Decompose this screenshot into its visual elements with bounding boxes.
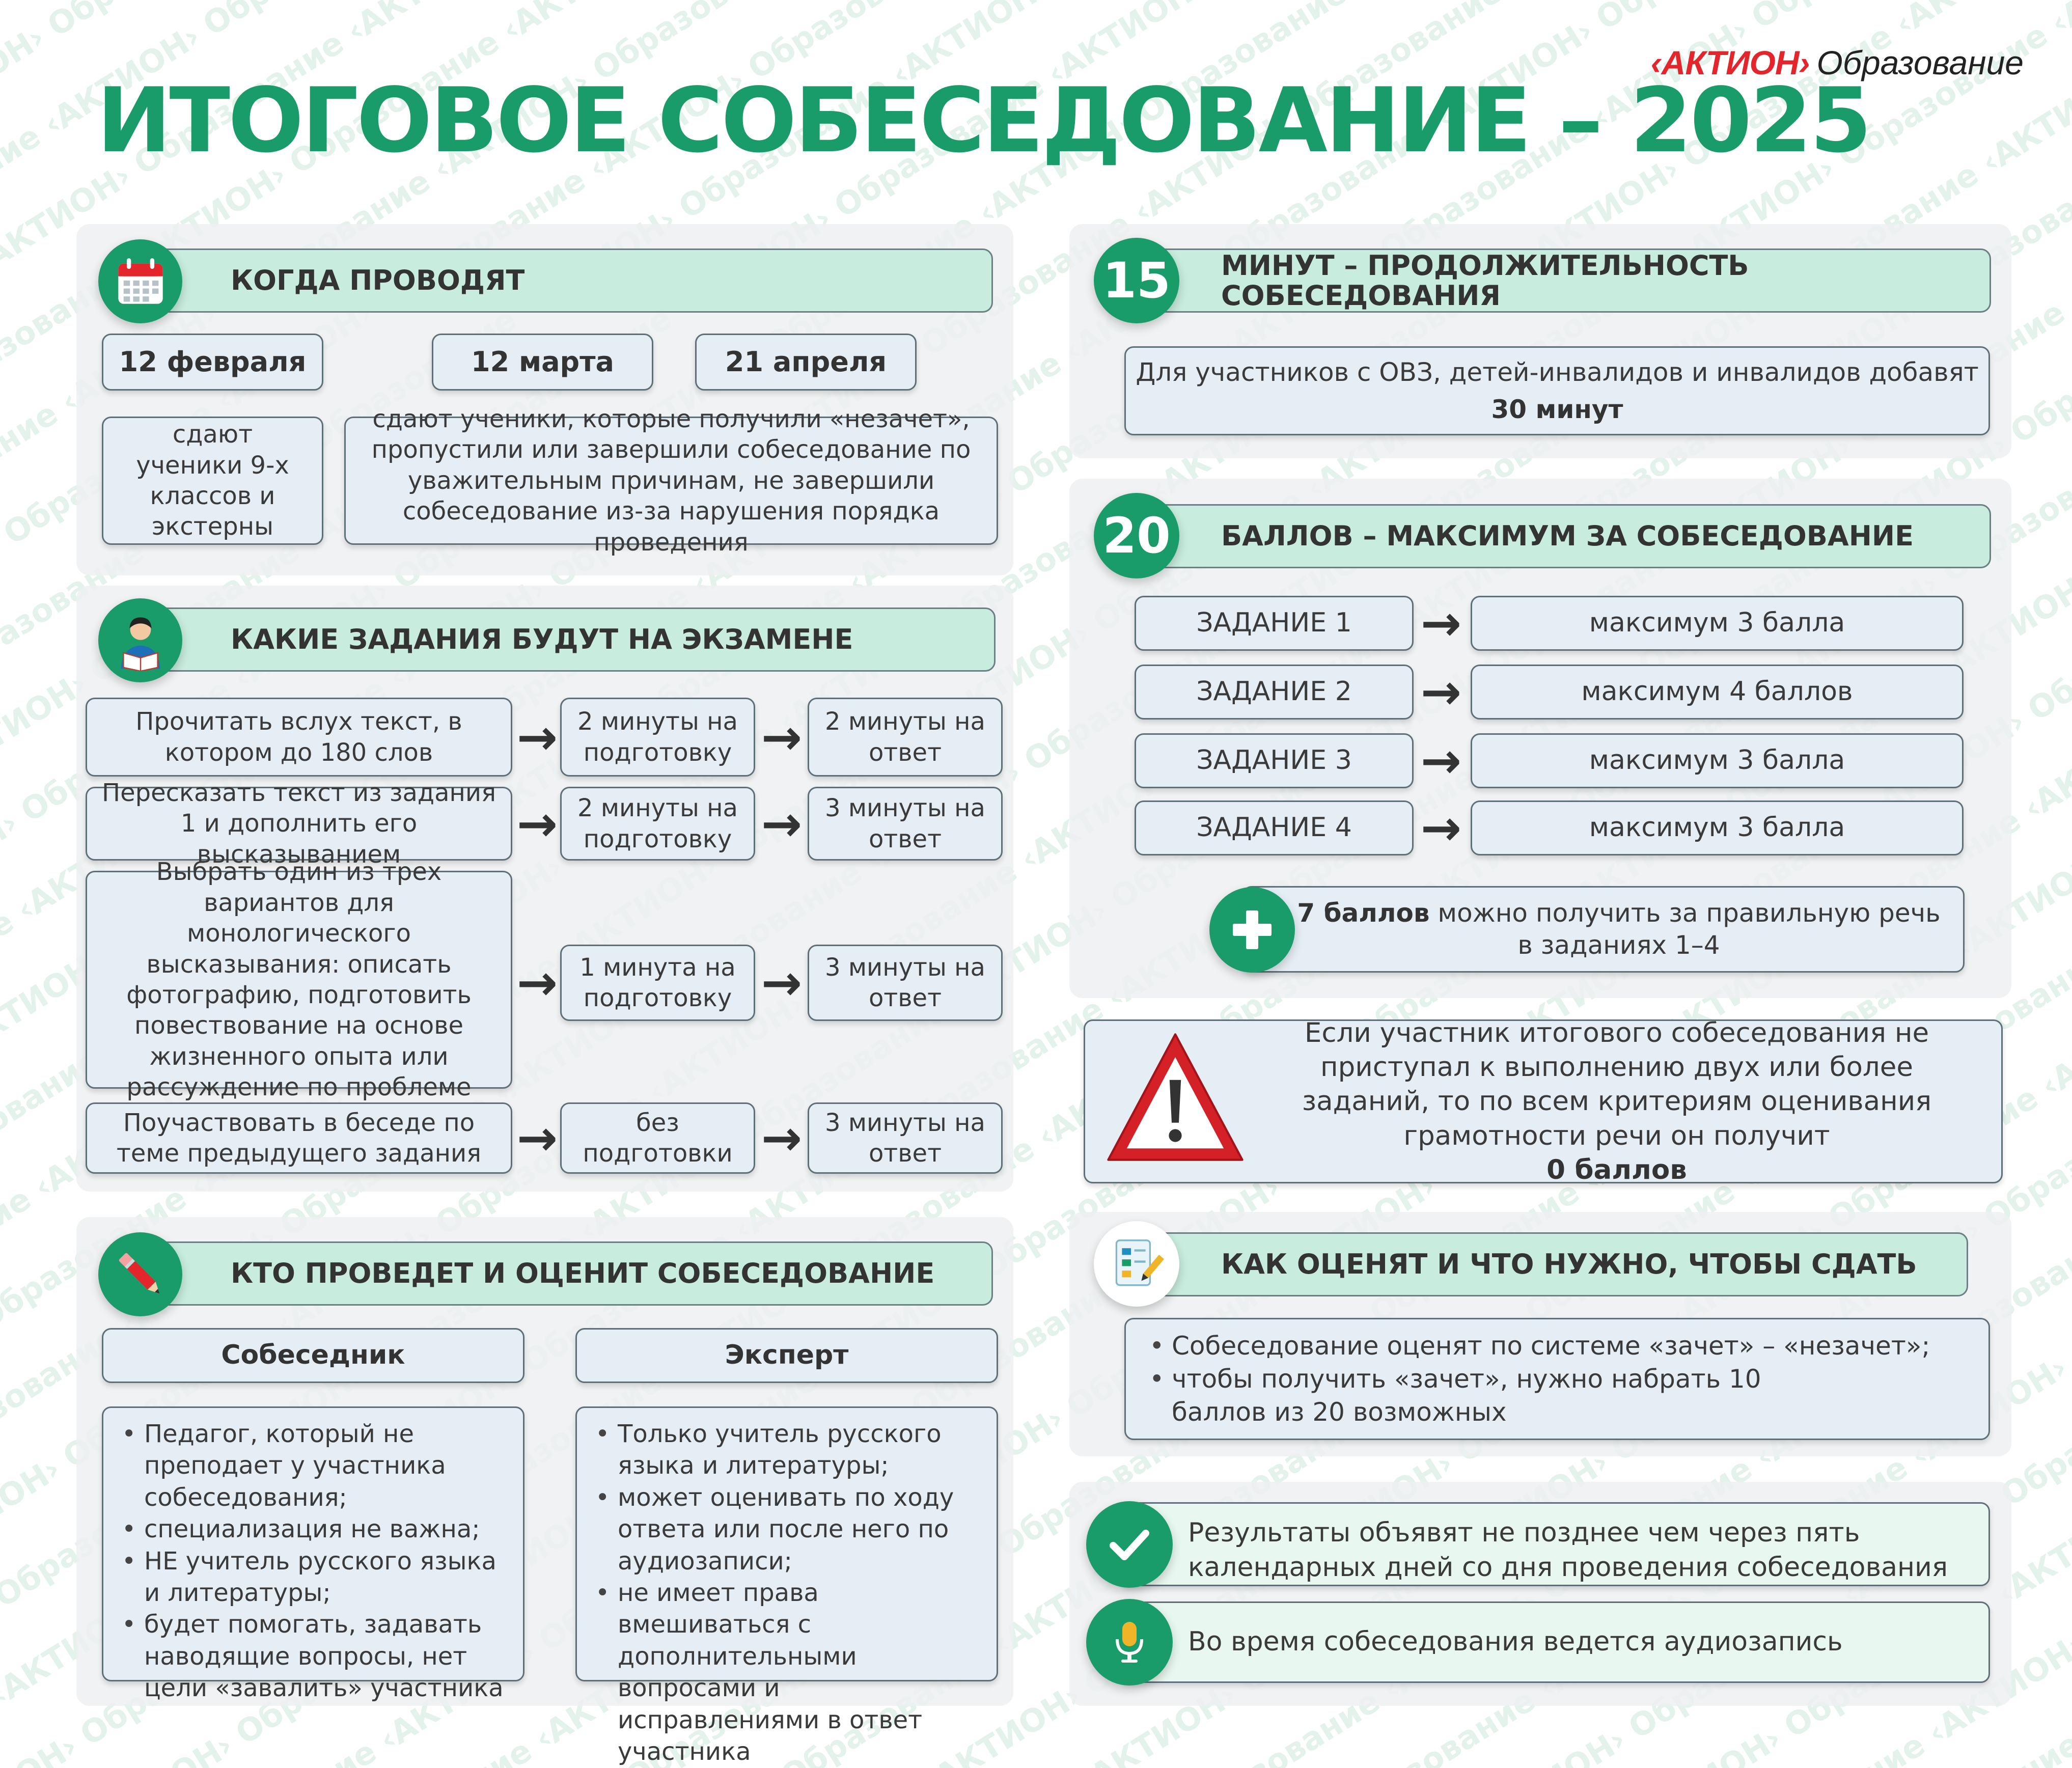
arrow-right-icon: → (1416, 596, 1467, 651)
expert-list-box (575, 1406, 998, 1681)
points-task-2: ЗАДАНИЕ 2 (1135, 665, 1414, 720)
task-3-prep: 1 минута на подготовку (560, 945, 755, 1021)
warning-text: Если участник итогового собеседования не приступал к выполнению двух или более заданий, то по всем критериям оценивания грамотности речи он получит (1302, 1017, 1931, 1151)
list-item: • Собеседование оценят по системе «зачет» – «незачет»; (1172, 1330, 1930, 1363)
list-item: • специализация не важна; (144, 1513, 513, 1545)
warning-triangle-icon (1104, 1029, 1247, 1171)
task-2-desc: Пересказать текст из задания 1 и дополнить его высказыванием (86, 787, 512, 861)
section-title-who: КТО ПРОВЕДЕТ И ОЦЕНИТ СОБЕСЕДОВАНИЕ (231, 1258, 934, 1288)
arrow-right-icon: → (759, 787, 805, 861)
arrow-right-icon: → (1416, 665, 1467, 720)
list-item: • Только учитель русского языка и литературы; (618, 1418, 986, 1482)
points-task-1-max: максимум 3 балла (1471, 596, 1964, 651)
section-title-tasks: КАКИЕ ЗАДАНИЯ БУДУТ НА ЭКЗАМЕНЕ (231, 624, 853, 654)
task-3-answer: 3 минуты на ответ (808, 945, 1003, 1021)
duration-extra: 30 минут (1491, 394, 1623, 426)
list-item: • не имеет права вмешиваться с дополнительными вопросами и исправлениями в ответ участника (618, 1577, 986, 1767)
arrow-right-icon: → (759, 1102, 805, 1174)
task-1-prep: 2 минуты на подготовку (560, 698, 755, 777)
bonus-box (1242, 886, 1965, 973)
logo (1651, 46, 2024, 79)
points-task-4: ЗАДАНИЕ 4 (1135, 800, 1414, 855)
arrow-right-icon: → (514, 787, 560, 861)
arrow-right-icon: → (759, 945, 805, 1021)
section-header-duration (1118, 248, 1991, 313)
expert-list (582, 1418, 986, 1767)
date-mar: 12 марта (432, 334, 653, 391)
grading-list-box (1124, 1318, 1990, 1440)
duration-number: 15 (1094, 238, 1179, 323)
warning-bold: 0 баллов (1546, 1154, 1687, 1185)
plus-icon (1209, 887, 1295, 973)
section-title-when: КОГДА ПРОВОДЯТ (231, 265, 524, 295)
page-title: ИТОГОВОЕ СОБЕСЕДОВАНИЕ – 2025 (97, 76, 1870, 165)
section-header-grading (1118, 1232, 1968, 1296)
expert-title: Эксперт (575, 1328, 998, 1383)
bonus-bold: 7 баллов (1297, 898, 1429, 928)
task-4-answer: 3 минуты на ответ (808, 1102, 1003, 1174)
interlocutor-list-box (102, 1406, 524, 1681)
arrow-right-icon: → (1416, 733, 1467, 788)
arrow-right-icon: → (759, 698, 805, 777)
bonus-text: можно получить за правильную речь (1438, 898, 1940, 928)
logo-education: Образование (1816, 44, 2024, 81)
section-header-who (127, 1241, 993, 1306)
microphone-icon (1086, 1599, 1173, 1686)
task-2-answer: 3 минуты на ответ (808, 787, 1003, 861)
points-task-1: ЗАДАНИЕ 1 (1135, 596, 1414, 651)
reading-person-icon (98, 598, 182, 682)
points-number: 20 (1094, 493, 1179, 578)
points-task-3: ЗАДАНИЕ 3 (1135, 733, 1414, 788)
date-feb: 12 февраля (102, 334, 323, 391)
section-title-grading: КАК ОЦЕНЯТ И ЧТО НУЖНО, ЧТОБЫ СДАТЬ (1221, 1249, 1917, 1279)
calendar-icon (98, 239, 182, 323)
list-item: • НЕ учитель русского языка и литературы; (144, 1545, 513, 1609)
arrow-right-icon: → (514, 945, 560, 1021)
task-1-desc: Прочитать вслух текст, в котором до 180 слов (86, 698, 512, 777)
points-task-2-max: максимум 4 баллов (1471, 665, 1964, 720)
checkmark-icon (1086, 1501, 1173, 1588)
points-task-3-max: максимум 3 балла (1471, 733, 1964, 788)
when-extra-desc: сдают ученики, которые получили «незачет», пропустили или завершили собеседование по уважительным причинам, не завершили собеседование из-за нарушения порядка проведения (344, 417, 998, 545)
interlocutor-list (108, 1418, 513, 1704)
audio-text: Во время собеседования ведется аудиозапись (1188, 1625, 1843, 1659)
results-text: Результаты объявят не позднее чем через пять календарных дней со дня проведения собеседования (1188, 1516, 1978, 1585)
task-3-desc: Выбрать один из трех вариантов для монологического высказывания: описать фотографию, подготовить повествование на основе жизненного опыта или рассуждение по проблеме (86, 871, 512, 1089)
duration-note-box (1124, 346, 1990, 435)
interlocutor-title: Собеседник (102, 1328, 524, 1383)
task-4-prep: без подготовки (560, 1102, 755, 1174)
audio-box (1120, 1601, 1990, 1683)
list-item: • будет помогать, задавать наводящие вопросы, нет цели «завалить» участника (144, 1609, 513, 1704)
duration-note: Для участников с ОВЗ, детей-инвалидов и инвалидов добавят (1136, 356, 1979, 389)
pencil-icon (98, 1232, 182, 1316)
logo-brand: ‹АКТИОН› (1651, 44, 1810, 81)
section-header-tasks (127, 607, 996, 672)
section-header-points (1118, 504, 1991, 568)
list-item: • может оценивать по ходу ответа или после него по аудиозаписи; (618, 1482, 986, 1577)
task-1-answer: 2 минуты на ответ (808, 698, 1003, 777)
section-header-when (127, 248, 993, 313)
watermark-layer: ‹АКТИОН› ‹АКТИОН› Образование Образование Образование Образование Образование ‹АКТИОН› Образование ‹АКТИОН› ‹АКТИОН› ‹АКТИОН› Образование Образование Образование Образование Образование ‹АКТИОН› (0, 0, 2072, 1768)
arrow-right-icon: → (514, 698, 560, 777)
results-box (1120, 1502, 1990, 1586)
grading-list (1146, 1330, 1930, 1429)
section-title-points: БАЛЛОВ – МАКСИМУМ ЗА СОБЕСЕДОВАНИЕ (1221, 521, 1914, 551)
section-title-duration: МИНУТ – ПРОДОЛЖИТЕЛЬНОСТЬ СОБЕСЕДОВАНИЯ (1221, 251, 1990, 311)
list-item: • чтобы получить «зачет», нужно набрать 10 баллов из 20 возможных (1172, 1363, 1859, 1429)
scoring-sheet-icon (1094, 1221, 1179, 1307)
bonus-text-2: в заданиях 1–4 (1517, 929, 1720, 961)
points-task-4-max: максимум 3 балла (1471, 800, 1964, 855)
when-main-desc: сдают ученики 9-х классов и экстерны (102, 417, 323, 545)
list-item: • Педагог, который не преподает у участника собеседования; (144, 1418, 513, 1513)
date-apr: 21 апреля (695, 334, 917, 391)
arrow-right-icon: → (514, 1102, 560, 1174)
arrow-right-icon: → (1416, 800, 1467, 855)
task-2-prep: 2 минуты на подготовку (560, 787, 755, 861)
task-4-desc: Поучаствовать в беседе по теме предыдущего задания (86, 1102, 512, 1174)
